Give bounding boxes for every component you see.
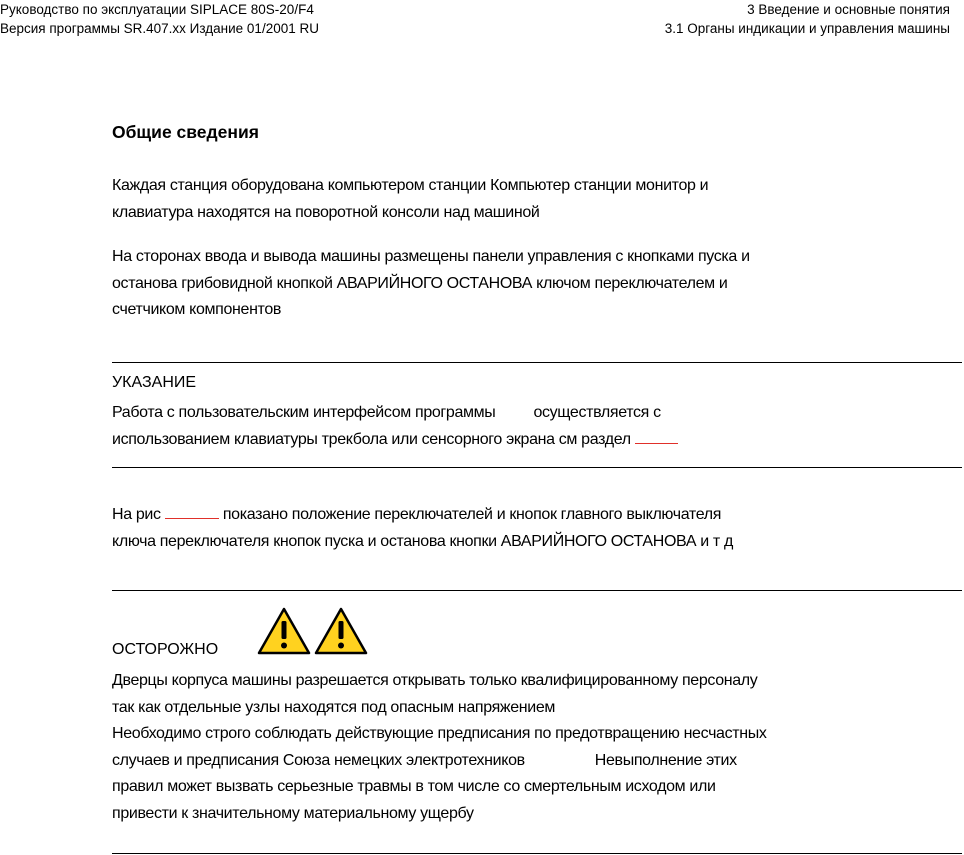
figure-reference-link[interactable] [165,504,219,519]
note-text [112,400,678,453]
paragraph-control-panels [112,244,750,324]
text-line: Работа с пользовательским интерфейсом программы [112,404,496,421]
caution-label: ОСТОРОЖНО [112,641,219,658]
text-line: Невыполнение этих [594,751,737,769]
paragraph-figure-reference [112,502,733,555]
text-line: привести к значительному материальному ущербу [112,804,474,822]
text-line: останова грибовидной кнопкой АВАРИЙНОГО ОСТАНОВА ключом переключателем и [112,274,728,292]
header-right [665,0,950,38]
text-line: случаев и предписания Союза немецких электротехников [112,751,525,769]
warning-triangle-icon [314,607,368,660]
divider [112,362,962,363]
warning-icons [257,607,368,660]
section-heading: Общие сведения [112,122,259,142]
chapter-title: 3 Введение и основные понятия [747,2,950,17]
text-line: так как отдельные узлы находятся под опасным напряжением [112,698,556,716]
divider [112,590,962,591]
section-title-header: 3.1 Органы индикации и управления машины [664,21,950,36]
text-line: показано положение переключателей и кнопок главного выключателя [222,506,722,523]
text-line: использованием клавиатуры трекбола или сенсорного экрана см раздел [112,430,631,448]
paragraph-station-computer [112,173,708,226]
text-line: На сторонах ввода и вывода машины размещены панели управления с кнопками пуска и [112,248,750,265]
text-line: счетчиком компонентов [112,301,282,318]
section-reference-link[interactable] [635,428,678,443]
text-line: Необходимо строго соблюдать действующие предписания по предотвращению несчастных [112,725,767,742]
text-line: Каждая станция оборудована компьютером станции Компьютер станции монитор и [112,177,709,194]
caution-text [112,668,767,827]
text-line: Дверцы корпуса машины разрешается открывать только квалифицированному персоналу [112,672,758,689]
manual-title: Руководство по эксплуатации SIPLACE 80S-20/F4 [0,2,314,17]
text-line: правил может вызвать серьезные травмы в том числе со смертельным исходом или [112,778,716,795]
header-left [0,0,319,38]
divider [112,467,962,468]
text-line: осуществляется с [533,404,661,421]
text-line: ключа переключателя кнопок пуска и останова кнопки АВАРИЙНОГО ОСТАНОВА и т д [112,532,733,550]
warning-triangle-icon [257,607,311,660]
divider [112,853,962,854]
text-line: клавиатура находятся на поворотной консоли над машиной [112,203,540,221]
note-label: УКАЗАНИЕ [112,374,197,391]
program-version: Версия программы SR.407.xx Издание 01/2001 RU [0,21,319,36]
text-line: На рис [112,506,161,523]
